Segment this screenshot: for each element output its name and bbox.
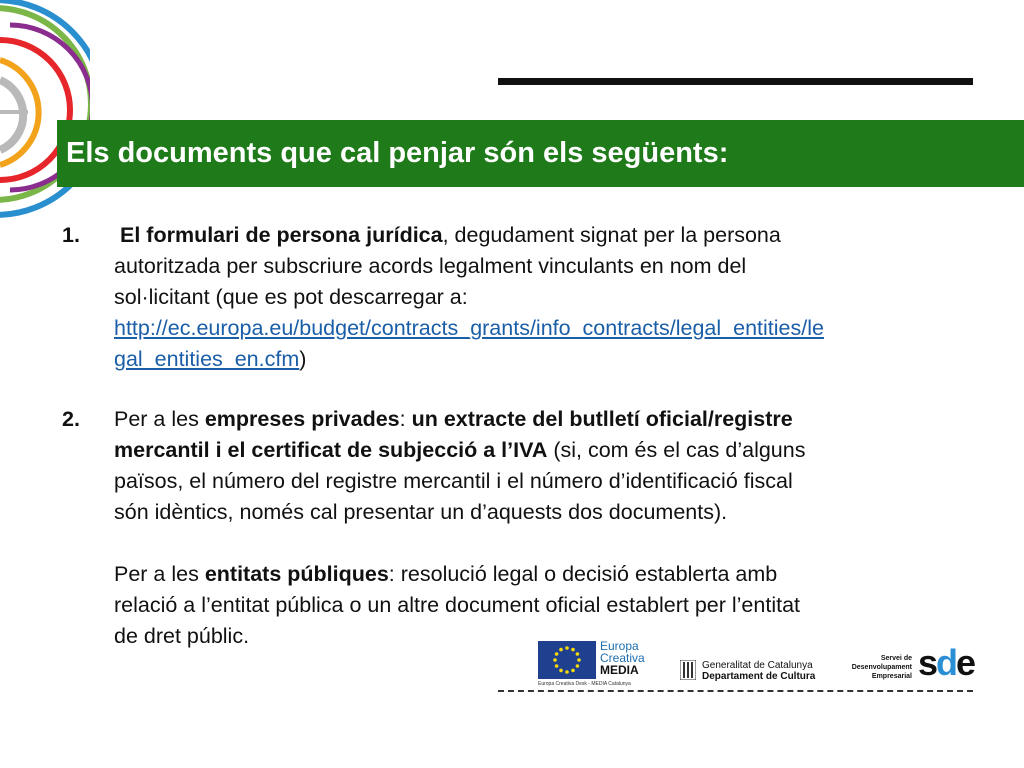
eu-media-logo [538,641,658,687]
item3-text-b: : resolució legal o decisió establerta amb [388,562,778,586]
item1-text: , degudament signat per la persona [442,223,781,247]
item2-text-b: : [399,407,412,431]
item3-line2: relació a l’entitat pública o un altre document oficial establert per l’entitat [114,593,800,617]
dashed-rule [498,690,973,692]
list-item-3 [62,559,982,652]
sde-mark: sde [918,642,975,683]
list-number: 1. [62,223,80,247]
close-paren: ) [299,347,307,371]
item2-text-c: (si, com és el cas d’alguns [547,438,806,462]
list-number: 2. [62,407,80,431]
gencat-emblem-icon [680,660,696,680]
list-item-1 [62,220,982,375]
item2-bold-b: un extracte del butlletí oficial/registre [411,407,793,431]
list-item-2 [62,404,982,528]
item3-bold-a: entitats públiques [204,562,389,586]
item2-line4: són idèntics, només cal presentar un d’aquests dos documents). [114,500,728,524]
slide-title: Els documents que cal penjar són els següents: [66,137,729,169]
eu-logo-small: Europa Creativa Desk - MEDIA Catalunya [538,681,631,687]
decorative-arcs [0,0,90,230]
sde-line3: Empresarial [871,673,912,680]
item3-text-a: Per a les [114,562,205,586]
sde-logo [842,642,977,688]
gencat-line1: Generalitat de Catalunya [702,660,813,671]
item1-line3: sol·licitant (que es pot descarregar a: [114,285,468,309]
item1-lead: El formulari de persona jurídica [120,223,443,247]
item2-bold-a: empreses privades [204,407,400,431]
eu-logo-line2: Creativa [600,651,645,665]
item3-line3: de dret públic. [114,624,250,648]
gencat-logo [680,660,830,682]
item2-bold-c: mercantil i el certificat de subjecció a l’IVA [114,438,548,462]
eu-logo-line3: MEDIA [600,663,639,677]
gencat-line2: Departament de Cultura [702,671,816,682]
item2-line3: països, el número del registre mercantil i el número d’identificació fiscal [114,469,793,493]
legal-entities-link-cont[interactable]: gal_entities_en.cfm [114,347,300,371]
sde-line2: Desenvolupament [851,664,912,671]
item1-line2: autoritzada per subscriure acords legalment vinculants en nom del [114,254,747,278]
eu-flag-icon [538,641,596,679]
item2-text-a: Per a les [114,407,205,431]
eu-logo-line1: Europa [600,639,639,653]
legal-entities-link[interactable]: http://ec.europa.eu/budget/contracts_grants/info_contracts/legal_entities/le [114,316,824,340]
top-rule [498,78,973,85]
sde-line1: Servei de [880,655,912,662]
